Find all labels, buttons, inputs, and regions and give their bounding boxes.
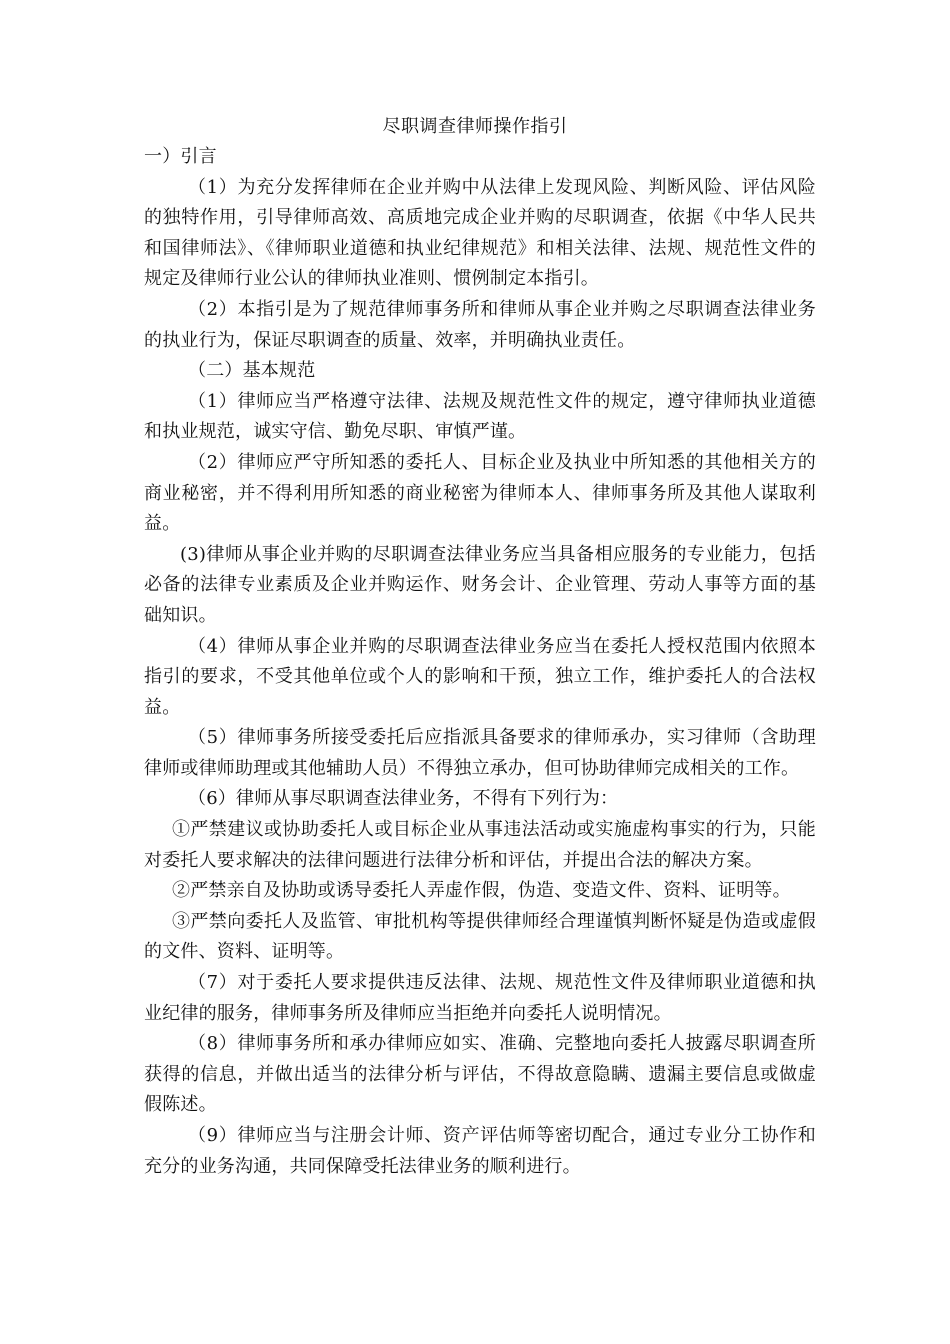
paragraph-norm-3: (3)律师从事企业并购的尽职调查法律业务应当具备相应服务的专业能力，包括必备的法律专业素质及企业并购运作、财务会计、企业管理、劳动人事等方面的基础知识。 [144, 543, 816, 626]
document-body [144, 142, 816, 1182]
list-item-prohibition-2: ②严禁亲自及协助或诱导委托人弄虚作假，伪造、变造文件、资料、证明等。 [172, 880, 791, 902]
section-heading-basic-norms: （二）基本规范 [188, 360, 316, 382]
document-title: 尽职调查律师操作指引 [382, 116, 568, 137]
paragraph-intro-1: （1）为充分发挥律师在企业并购中从法律上发现风险、判断风险、评估风险的独特作用，引导律师高效、高质地完成企业并购的尽职调查，依据《中华人民共和国律师法》、《律师职业道德和执业纪律规范》和相关法律、法规、规范性文件的规定及律师行业公认的律师执业准则、惯例制定本指引。 [144, 176, 816, 290]
list-item-prohibition-3: ③严禁向委托人及监管、审批机构等提供律师经合理谨慎判断怀疑是伪造或虚假的文件、资料、证明等。 [144, 910, 816, 963]
paragraph-norm-6: （6）律师从事尽职调查法律业务，不得有下列行为： [188, 788, 619, 810]
section-heading-introduction: 一）引言 [144, 146, 217, 167]
paragraph-norm-8: （8）律师事务所和承办律师应如实、准确、完整地向委托人披露尽职调查所获得的信息，并做出适当的法律分析与评估，不得故意隐瞒、遗漏主要信息或做虚假陈述。 [144, 1033, 816, 1116]
paragraph-intro-2: （2）本指引是为了规范律师事务所和律师从事企业并购之尽职调查法律业务的执业行为，保证尽职调查的质量、效率，并明确执业责任。 [144, 298, 816, 351]
paragraph-norm-4: （4）律师从事企业并购的尽职调查法律业务应当在委托人授权范围内依照本指引的要求，不受其他单位或个人的影响和干预，独立工作，维护委托人的合法权益。 [144, 635, 816, 718]
paragraph-norm-1: （1）律师应当严格遵守法律、法规及规范性文件的规定，遵守律师执业道德和执业规范，诚实守信、勤免尽职、审慎严谨。 [144, 390, 816, 443]
paragraph-norm-7: （7）对于委托人要求提供违反法律、法规、规范性文件及律师职业道德和执业纪律的服务，律师事务所及律师应当拒绝并向委托人说明情况。 [144, 972, 816, 1024]
paragraph-norm-5: （5）律师事务所接受委托后应指派具备要求的律师承办，实习律师（含助理律师或律师助理或其他辅助人员）不得独立承办，但可协助律师完成相关的工作。 [144, 727, 816, 779]
list-item-prohibition-1: ①严禁建议或协助委托人或目标企业从事违法活动或实施虚构事实的行为，只能对委托人要求解决的法律问题进行法律分析和评估，并提出合法的解决方案。 [144, 819, 816, 871]
paragraph-norm-2: （2）律师应严守所知悉的委托人、目标企业及执业中所知悉的其他相关方的商业秘密，并不得利用所知悉的商业秘密为律师本人、律师事务所及其他人谋取利益。 [144, 451, 816, 535]
paragraph-norm-9: （9）律师应当与注册会计师、资产评估师等密切配合，通过专业分工协作和充分的业务沟通，共同保障受托法律业务的顺利进行。 [144, 1125, 816, 1177]
